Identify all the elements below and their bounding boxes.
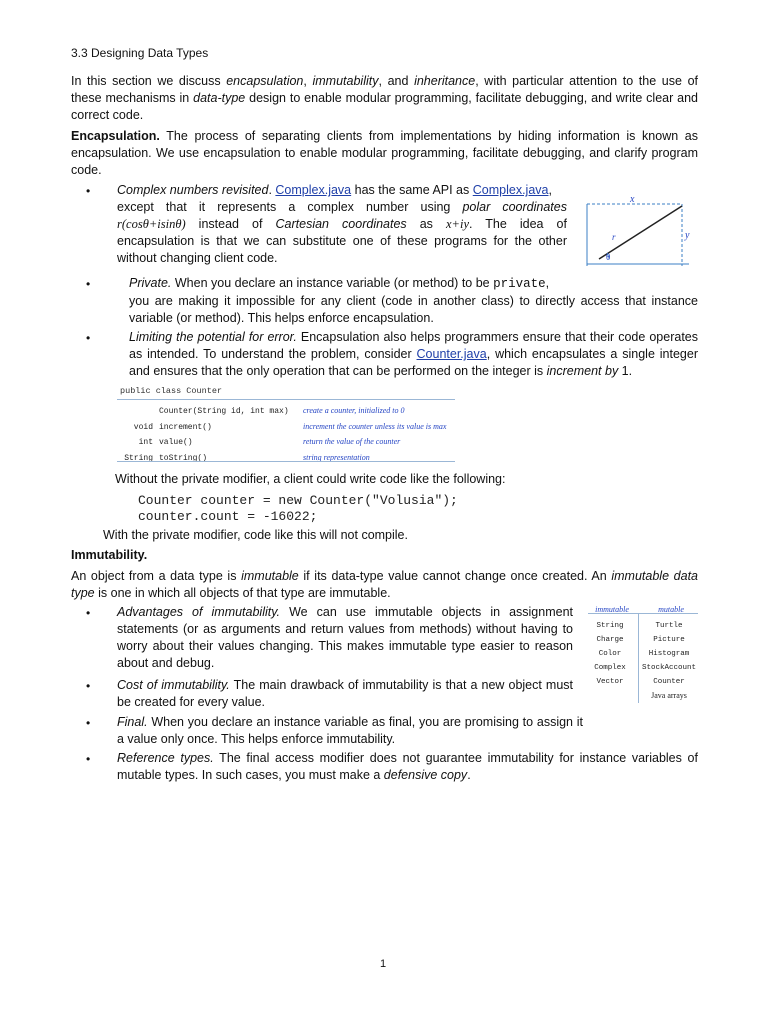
immutable-type: Vector [596, 678, 624, 686]
immutable-type: Complex [594, 664, 626, 672]
bullet-private: Private. When you declare an instance variable (or method) to be private, you are making it impossible for any client (code in another class) to directly access that instance variable (or method). This helps enforce encapsulation. [129, 276, 698, 325]
bullet-cost: Cost of immutability. The main drawback of immutability is that a new object must be created for every value. [117, 678, 574, 709]
bullet-final: Final. When you declare an instance variable as final, you are promising to assign it a value only once. This helps enforce immutability. [117, 715, 583, 746]
bullet-reference-types: Reference types. The final access modifier does not guarantee immutability for instance variables of mutable types. In such cases, you must make a defensive copy. [117, 751, 698, 782]
bullet-limiting-error: Limiting the potential for error. Encapsulation also helps programmers ensure that their code operates as intended. To understand the problem, consider Counter.java, which encapsulates a single integer and ensures that the only operation that can be performed on the integer is increment by 1. [129, 330, 699, 378]
complex-link-1[interactable]: Complex.java [275, 183, 352, 197]
mutable-type: Histogram [648, 650, 690, 658]
polar-coordinates-figure [582, 192, 694, 272]
immutable-type: String [596, 622, 624, 630]
mutable-type: Counter [653, 678, 685, 686]
api-divider-bottom [117, 461, 455, 462]
immutability-paragraph: An object from a data type is immutable if its data-type value cannot change once created. An immutable data type is one in which all objects of that type are immutable. [71, 569, 698, 600]
api-sig: increment() [159, 423, 212, 432]
section-title: 3.3 Designing Data Types [71, 46, 209, 60]
api-desc: create a counter, initialized to 0 [303, 406, 405, 415]
bullet-advantages: Advantages of immutability. We can use immutable objects in assignment statements (or as arguments and return values from methods) without having to worry about their values changing. This makes immutable type easier to reason about and debug. [117, 605, 573, 670]
mutability-table [588, 601, 698, 703]
mutable-type: Java arrays [651, 691, 687, 700]
api-sig: value() [159, 438, 193, 447]
page-number: 1 [380, 958, 387, 970]
bullet-complex: Complex numbers revisited. Complex.java has the same API as Complex.java, except that it represents a complex number using polar coordinates r(cosθ+isinθ) instead of Cartesian coordinates as x+iy. The idea of encapsulation is that we can substitute one of these programs for the other without changing client code. [117, 183, 567, 265]
encapsulation-heading: Encapsulation. [71, 129, 160, 143]
api-divider-top [117, 399, 455, 400]
with-private-text: With the private modifier, code like this will not compile. [103, 528, 408, 542]
table-divider [588, 613, 698, 614]
bullet-dot: • [86, 606, 91, 620]
api-ret: int [138, 438, 153, 447]
bullet-dot: • [86, 277, 91, 291]
encapsulation-paragraph: Encapsulation. The process of separating clients from implementations by hiding information is known as encapsulation. We use encapsulation to enable modular programming, facilitate debugging, and clarify program code. [71, 129, 698, 177]
counter-link[interactable]: Counter.java [416, 347, 487, 361]
code-line: counter.count = -16022; [138, 509, 318, 524]
immutability-heading: Immutability. [71, 548, 148, 562]
x-label: x [630, 194, 635, 205]
mutable-type: Picture [653, 636, 685, 644]
api-desc: return the value of the counter [303, 437, 401, 446]
col-immutable-header: immutable [595, 605, 629, 614]
api-ret: String [124, 454, 153, 463]
intro-paragraph: In this section we discuss encapsulation, immutability, and inheritance, with particular attention to the use of these mechanisms in data-type design to enable modular programming, facilitate debugging, and write clear and correct code. [71, 74, 699, 122]
bullet-dot: • [86, 331, 91, 345]
mutable-type: Turtle [655, 622, 683, 630]
bullet-dot: • [86, 184, 91, 198]
bullet-dot: • [86, 752, 91, 766]
counter-api-table [117, 383, 455, 463]
api-desc: string representation [303, 453, 370, 462]
complex-link-2[interactable]: Complex.java [472, 183, 549, 197]
table-column-divider [638, 613, 639, 703]
immutable-type: Charge [596, 636, 624, 644]
col-mutable-header: mutable [658, 605, 684, 614]
without-private-text: Without the private modifier, a client could write code like the following: [115, 472, 506, 486]
api-sig: Counter(String id, int max) [159, 407, 289, 416]
bullet-dot: • [86, 679, 91, 693]
theta-label: θ [606, 252, 611, 262]
y-label: y [685, 230, 690, 241]
api-header: public class Counter [120, 386, 223, 396]
api-ret: void [133, 423, 153, 432]
code-line: Counter counter = new Counter("Volusia"); [138, 493, 458, 508]
bullet-dot: • [86, 716, 91, 730]
api-desc: increment the counter unless its value is max [303, 422, 447, 431]
immutable-type: Color [598, 650, 622, 658]
api-sig: toString() [159, 454, 208, 463]
mutable-type: StockAccount [641, 664, 696, 672]
r-label: r [612, 232, 616, 242]
